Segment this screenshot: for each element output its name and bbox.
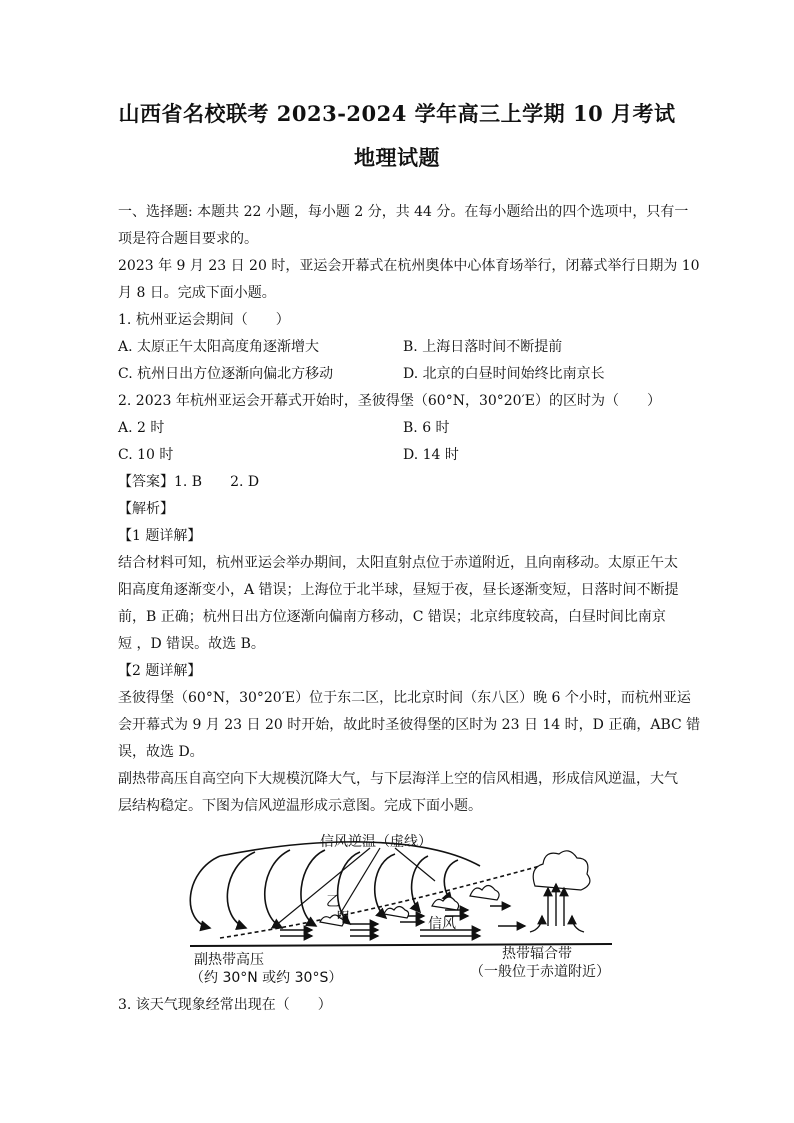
passage-2: 副热带高压自高空向下大规模沉降大气，与下层海洋上空的信风相遇，形成信风逆温，大气 (118, 771, 678, 787)
label-itcz: 热带辐合带 (502, 946, 572, 962)
q2-option-c: C. 10 时 (118, 447, 174, 463)
label-jia: 甲 (336, 910, 350, 926)
q1-detail-heading: 【1 题详解】 (118, 528, 202, 544)
q2-detail-line: 会开幕式为 9 月 23 日 20 时开始，故此时圣彼得堡的区时为 23 日 14 时，D 正确，ABC 错 (118, 717, 701, 733)
q2-detail-line: 圣彼得堡（60°N，30°20′E）位于东二区，比北京时间（东八区）晚 6 个小时，而杭州亚运 (118, 690, 691, 706)
section-instruction-cont: 项是符合题目要求的。 (118, 231, 258, 247)
page-subtitle: 地理试题 (354, 145, 440, 170)
label-inversion: 信风逆温（虚线） (320, 834, 432, 850)
q1-detail-line: 结合材料可知，杭州亚运会举办期间，太阳直射点位于赤道附近，且向南移动。太原正午太 (118, 555, 678, 571)
question-3: 3. 该天气现象经常出现在（ ） (118, 997, 332, 1013)
section-instruction: 一、选择题: 本题共 22 小题，每小题 2 分，共 44 分。在每小题给出的四个选项中，只有一 (118, 204, 689, 220)
q1-detail-line: 短 ，D 错误。故选 B。 (118, 636, 265, 652)
q1-option-d: D. 北京的白昼时间始终比南京长 (403, 366, 605, 382)
question-2: 2. 2023 年杭州亚运会开幕式开始时，圣彼得堡（60°N，30°20′E）的区时为（ ） (118, 393, 661, 409)
passage-2-cont: 层结构稳定。下图为信风逆温形成示意图。完成下面小题。 (118, 798, 482, 814)
q1-option-a: A. 太原正午太阳高度角逐渐增大 (118, 339, 320, 355)
q1-option-b: B. 上海日落时间不断提前 (403, 339, 563, 355)
label-trade-wind: 信风 (428, 916, 456, 932)
page-title: 山西省名校联考 2023-2024 学年高三上学期 10 月考试 (118, 101, 676, 126)
passage-1: 2023 年 9 月 23 日 20 时，亚运会开幕式在杭州奥体中心体育场举行，闭幕式举行日期为 10 (118, 258, 700, 274)
answer-line: 【答案】1. B 2. D (118, 474, 260, 490)
q2-option-a: A. 2 时 (118, 420, 165, 436)
q2-option-d: D. 14 时 (403, 447, 459, 463)
q1-detail-line: 前，B 正确；杭州日出方位逐渐向偏南方移动，C 错误；北京纬度较高，白昼时间比南京 (118, 609, 666, 625)
trade-wind-inversion-diagram (180, 826, 620, 986)
convergence-cloud (530, 851, 590, 932)
q1-option-c: C. 杭州日出方位逐渐向偏北方移动 (118, 366, 334, 382)
label-subtropical-high: 副热带高压 (194, 952, 264, 968)
label-yi: 乙 (326, 894, 340, 910)
label-itcz-location: （一般位于赤道附近） (470, 964, 610, 980)
q2-detail-line: 误，故选 D。 (118, 744, 204, 760)
passage-1-cont: 月 8 日。完成下面小题。 (118, 285, 276, 301)
analysis-heading: 【解析】 (118, 501, 174, 517)
q1-detail-line: 阳高度角逐渐变小，A 错误；上海位于北半球，昼短于夜，昼长逐渐变短，日落时间不断提 (118, 582, 679, 598)
label-subtropical-latitude: （约 30°N 或约 30°S） (190, 970, 343, 986)
question-1: 1. 杭州亚运会期间（ ） (118, 312, 290, 328)
q2-detail-heading: 【2 题详解】 (118, 663, 202, 679)
q2-option-b: B. 6 时 (403, 420, 450, 436)
